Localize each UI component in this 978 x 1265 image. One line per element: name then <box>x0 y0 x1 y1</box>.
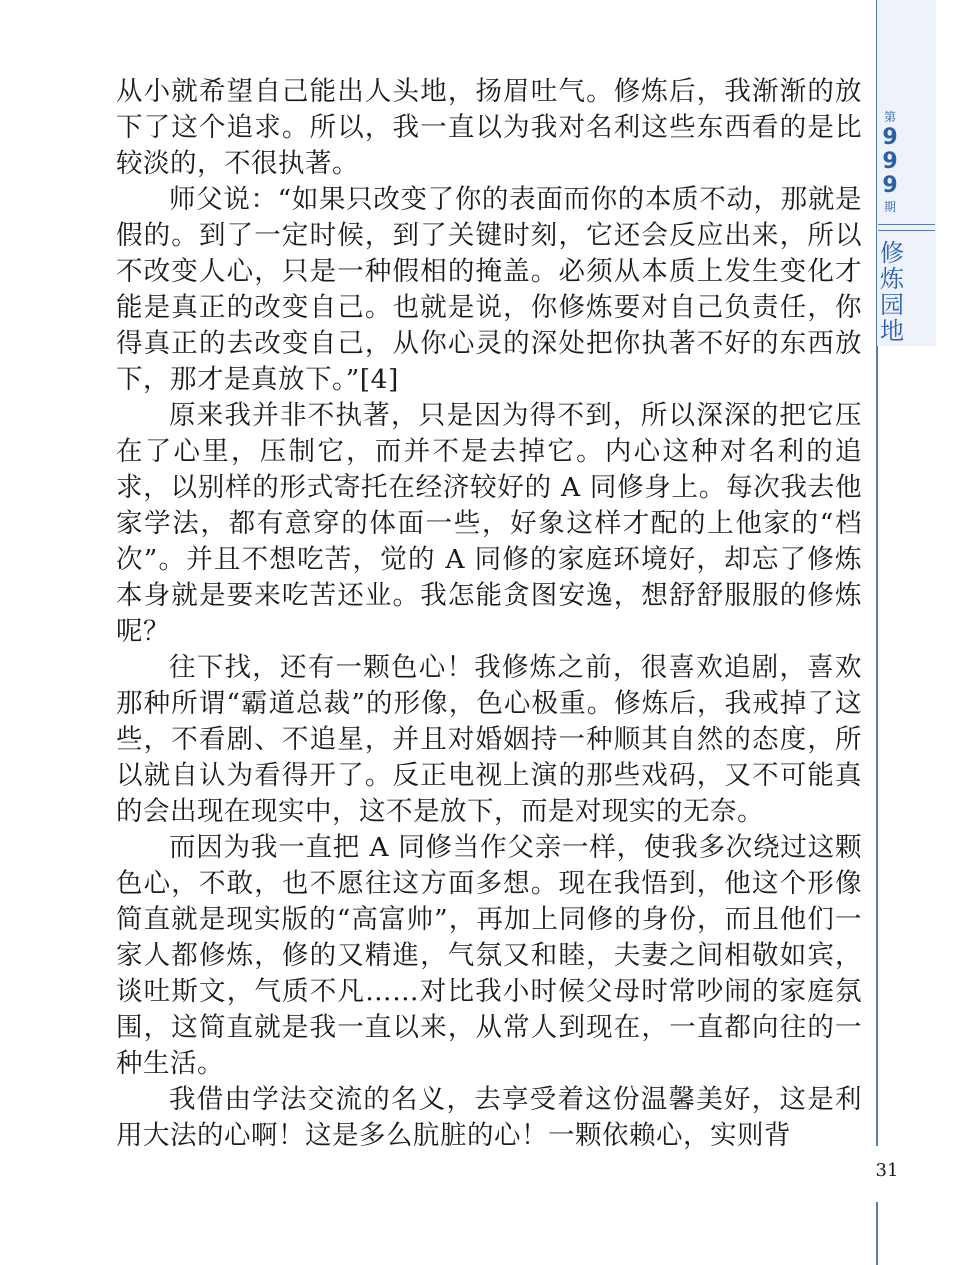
section-char: 园 <box>880 291 904 319</box>
issue-prefix: 第 <box>883 110 896 124</box>
paragraph: 师父说：“如果只改变了你的表面而你的本质不动，那就是假的。到了一定时候，到了关键时刻，它还会反应出来，所以不改变人心，只是一种假相的掩盖。必须从本质上发生变化才能是真正的改变自己。也就是说，你修炼要对自己负责任，你得真正的去改变自己，从你心灵的深处把你执著不好的东西放下，那才是真放下。”[4] <box>116 184 862 395</box>
paragraph: 原来我并非不执著，只是因为得不到，所以深深的把它压在了心里，压制它，而并不是去掉它。内心这种对名利的追求，以别样的形式寄托在经济较好的 A 同修身上。每次我去他家学法，都有意穿的体面一些，好象这样才配的上他家的“档次”。并且不想吃苦，觉的 A 同修的家庭环境好，却忘了修炼本身就是要来吃苦还业。我怎能贪图安逸，想舒舒服服的修炼呢？ <box>116 400 862 647</box>
article-body <box>116 74 862 1154</box>
paragraph: 我借由学法交流的名义，去享受着这份温馨美好，这是利用大法的心啊！这是多么肮脏的心！一颗依赖心，实则背 <box>116 1084 862 1151</box>
issue-label <box>876 108 904 216</box>
section-char: 炼 <box>880 265 904 293</box>
issue-suffix: 期 <box>883 200 896 214</box>
side-rule-bottom <box>876 1202 878 1265</box>
sidebar-divider <box>878 224 935 225</box>
issue-digit: 9 <box>882 125 898 150</box>
sidebar-divider <box>878 230 935 231</box>
section-title <box>878 240 906 344</box>
issue-digit: 9 <box>882 173 898 198</box>
page-number: 31 <box>875 1160 899 1181</box>
side-rule <box>876 346 878 1146</box>
section-char: 修 <box>880 239 904 267</box>
paragraph: 往下找，还有一颗色心！我修炼之前，很喜欢追剧，喜欢那种所谓“霸道总裁”的形像，色心极重。修炼后，我戒掉了这些，不看剧、不追星，并且对婚姻持一种顺其自然的态度，所以就自认为看得开了。反正电视上演的那些戏码，又不可能真的会出现在现实中，这不是放下，而是对现实的无奈。 <box>116 652 862 827</box>
section-char: 地 <box>880 317 904 345</box>
paragraph: 而因为我一直把 A 同修当作父亲一样，使我多次绕过这颗色心，不敢，也不愿往这方面多想。现在我悟到，他这个形像简直就是现实版的“高富帅”，再加上同修的身份，而且他们一家人都修炼，修的又精進，气氛又和睦，夫妻之间相敬如宾，谈吐斯文，气质不凡……对比我小时候父母时常吵闹的家庭氛围，这简直就是我一直以来，从常人到现在，一直都向往的一种生活。 <box>116 832 862 1079</box>
issue-digit: 9 <box>882 149 898 174</box>
paragraph: 从小就希望自己能出人头地，扬眉吐气。修炼后，我渐渐的放下了这个追求。所以，我一直以为我对名利这些东西看的是比较淡的，不很执著。 <box>116 76 862 179</box>
